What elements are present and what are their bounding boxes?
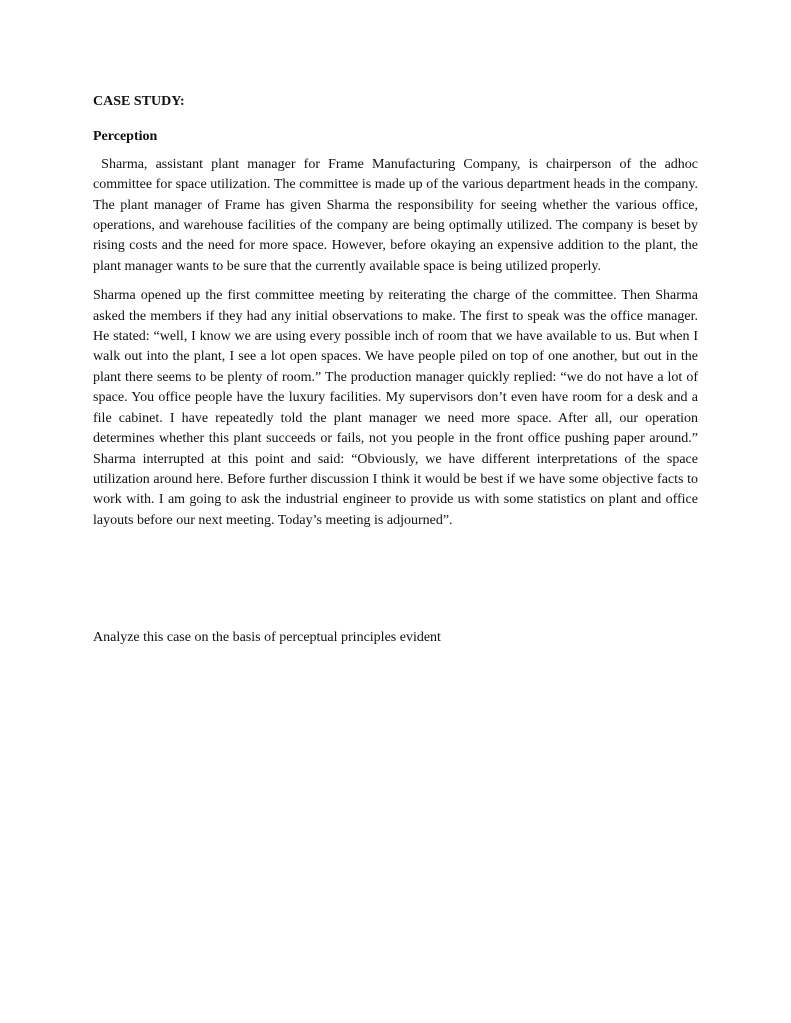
assignment-question: Analyze this case on the basis of perceptual principles evident [93,630,441,645]
document-body [93,92,702,645]
case-study-heading: CASE STUDY: [93,94,185,109]
paragraph-intro: Sharma, assistant plant manager for Frame Manufacturing Company, is chairperson of the adhoc committee for space utilization. The committee is made up of the various department heads in the company. The plant manager of Frame has given Sharma the responsibility for seeing whether the various office, operations, and warehouse facilities of the company are being optimally utilized. The company is beset by rising costs and the need for more space. However, before okaying an expensive addition to the plant, the plant manager wants to be sure that the currently available space is being utilized properly. [93,156,702,274]
paragraph-meeting: Sharma opened up the first committee meeting by reiterating the charge of the committee. Then Sharma asked the members if they had any initial observations to make. The first to speak was the office manager. He stated: “well, I know we are using every possible inch of room that we have available to us. But when I walk out into the plant, I see a lot open spaces. We have people piled on top of one another, but out in the plant there seems to be plenty of room.” The production manager quickly replied: “we do not have a lot of space. You office people have the luxury facilities. My supervisors don’t even have room for a desk and a file cabinet. I have repeatedly told the plant manager we need more space. After all, our operation determines whether this plant succeeds or fails, not you people in the front office pushing paper around.” Sharma interrupted at this point and said: “Obviously, we have different interpretations of the space utilization around here. Before further discussion I think it would be best if we have some objective facts to work with. I am going to ask the industrial engineer to provide us with some statistics on plant and office layouts before our next meeting. Today’s meeting is adjourned”. [93,288,698,528]
topic-heading: Perception [93,129,158,145]
